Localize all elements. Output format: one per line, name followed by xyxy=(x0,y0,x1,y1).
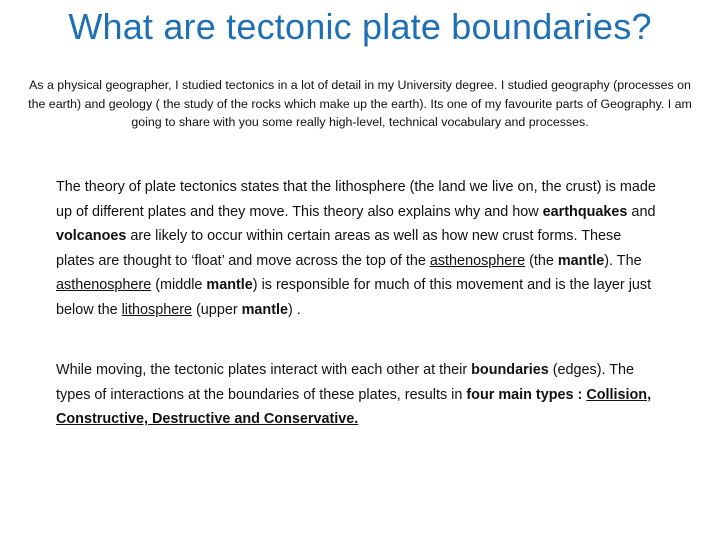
boundaries-text-2: (edges). The types of interactions at the boundaries of these plates, results in xyxy=(56,362,635,403)
term-volcanoes: volcanoes xyxy=(56,228,127,245)
theory-text-3: are likely to occur within certain areas as well as how new crust forms. These plates are thought to ‘float’ and move across the top of the xyxy=(56,228,622,269)
theory-text-4: (the xyxy=(525,252,558,269)
term-mantle: mantle xyxy=(557,252,605,269)
intro-paragraph xyxy=(22,76,698,132)
theory-text-9: ) . xyxy=(288,301,301,318)
term-asthenosphere: asthenosphere xyxy=(429,252,526,269)
theory-text-6: (middle xyxy=(151,277,207,294)
term-mantle-3: mantle xyxy=(241,301,289,318)
term-asthenosphere-2: asthenosphere xyxy=(56,277,152,294)
term-earthquakes: earthquakes xyxy=(542,203,628,220)
intro-text: As a physical geographer, I studied tectonics in a lot of detail in my University degree. I studied geography (processes on the earth) and geology ( the study of the rocks which make up the earth). Its one of my favourite parts of Geography. I am going to share with you some really high-level, technical vocabulary and processes. xyxy=(28,78,692,130)
boundary-types-list: Collision, Constructive, Destructive and Conservative. xyxy=(56,386,652,428)
boundaries-text-1: While moving, the tectonic plates interact with each other at their xyxy=(56,362,472,378)
theory-text-7: ) is responsible for much of this movement and is the layer just below the xyxy=(56,277,652,318)
theory-text-2: and xyxy=(627,203,656,220)
theory-text-8: (upper xyxy=(192,301,242,318)
term-boundaries: boundaries xyxy=(471,362,549,378)
boundaries-paragraph xyxy=(56,358,656,432)
theory-paragraph xyxy=(56,175,656,323)
theory-text-5: ). The xyxy=(604,252,642,269)
page-title: What are tectonic plate boundaries? xyxy=(68,6,652,47)
theory-text-1: The theory of plate tectonics states that the lithosphere (the land we live on, the crust) is made up of different plates and they move. This theory also explains why and how xyxy=(56,179,656,220)
term-lithosphere: lithosphere xyxy=(121,301,193,318)
term-mantle-2: mantle xyxy=(206,277,253,294)
four-types-label: four main types : xyxy=(466,386,587,403)
